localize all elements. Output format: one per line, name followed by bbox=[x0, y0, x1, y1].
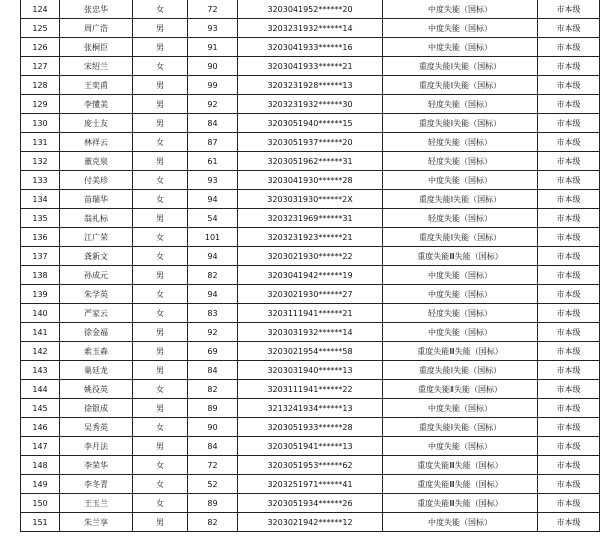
table-row bbox=[21, 342, 600, 361]
cell-area: 市本级 bbox=[538, 380, 600, 399]
table-row bbox=[21, 114, 600, 133]
cell-area: 市本级 bbox=[538, 266, 600, 285]
cell-id-number: 3203111941******21 bbox=[238, 304, 383, 323]
cell-sex: 男 bbox=[133, 399, 188, 418]
cell-disability-level: 中度失能（国标） bbox=[383, 19, 538, 38]
cell-name: 王奕甫 bbox=[60, 76, 133, 95]
cell-id-number: 3203041942******19 bbox=[238, 266, 383, 285]
cell-age: 82 bbox=[188, 513, 238, 532]
cell-age: 72 bbox=[188, 0, 238, 19]
cell-age: 82 bbox=[188, 380, 238, 399]
cell-number: 132 bbox=[21, 152, 60, 171]
cell-number: 139 bbox=[21, 285, 60, 304]
cell-number: 133 bbox=[21, 171, 60, 190]
cell-area: 市本级 bbox=[538, 228, 600, 247]
cell-area: 市本级 bbox=[538, 494, 600, 513]
cell-number: 128 bbox=[21, 76, 60, 95]
cell-area: 市本级 bbox=[538, 190, 600, 209]
cell-id-number: 3203041933******16 bbox=[238, 38, 383, 57]
cell-id-number: 3203041933******21 bbox=[238, 57, 383, 76]
cell-name: 朱兰享 bbox=[60, 513, 133, 532]
table-row bbox=[21, 152, 600, 171]
cell-number: 150 bbox=[21, 494, 60, 513]
cell-number: 147 bbox=[21, 437, 60, 456]
cell-id-number: 3203021954******58 bbox=[238, 342, 383, 361]
cell-disability-level: 中度失能（国标） bbox=[383, 285, 538, 304]
cell-name: 索玉森 bbox=[60, 342, 133, 361]
cell-disability-level: 重度失能Ⅲ失能（国标） bbox=[383, 494, 538, 513]
cell-number: 124 bbox=[21, 0, 60, 19]
cell-id-number: 3203051934******26 bbox=[238, 494, 383, 513]
cell-area: 市本级 bbox=[538, 76, 600, 95]
cell-number: 125 bbox=[21, 19, 60, 38]
cell-area: 市本级 bbox=[538, 304, 600, 323]
cell-id-number: 3203231923******21 bbox=[238, 228, 383, 247]
cell-age: 99 bbox=[188, 76, 238, 95]
cell-name: 王玉兰 bbox=[60, 494, 133, 513]
cell-age: 87 bbox=[188, 133, 238, 152]
cell-number: 131 bbox=[21, 133, 60, 152]
cell-age: 84 bbox=[188, 114, 238, 133]
cell-number: 142 bbox=[21, 342, 60, 361]
cell-age: 101 bbox=[188, 228, 238, 247]
cell-name: 龚新文 bbox=[60, 247, 133, 266]
cell-sex: 男 bbox=[133, 266, 188, 285]
cell-id-number: 3203111941******22 bbox=[238, 380, 383, 399]
table-row bbox=[21, 513, 600, 532]
records-table-body bbox=[21, 0, 600, 532]
cell-age: 91 bbox=[188, 38, 238, 57]
table-row bbox=[21, 399, 600, 418]
cell-number: 136 bbox=[21, 228, 60, 247]
cell-name: 翁礼标 bbox=[60, 209, 133, 228]
cell-disability-level: 重度失能Ⅰ失能（国标） bbox=[383, 76, 538, 95]
cell-number: 129 bbox=[21, 95, 60, 114]
table-row bbox=[21, 456, 600, 475]
cell-id-number: 3203231932******30 bbox=[238, 95, 383, 114]
cell-age: 94 bbox=[188, 285, 238, 304]
cell-sex: 男 bbox=[133, 38, 188, 57]
cell-name: 宋绍兰 bbox=[60, 57, 133, 76]
cell-disability-level: 中度失能（国标） bbox=[383, 0, 538, 19]
cell-sex: 女 bbox=[133, 190, 188, 209]
table-row bbox=[21, 38, 600, 57]
cell-id-number: 3203041952******20 bbox=[238, 0, 383, 19]
cell-id-number: 3203021930******27 bbox=[238, 285, 383, 304]
cell-area: 市本级 bbox=[538, 57, 600, 76]
table-row bbox=[21, 380, 600, 399]
cell-sex: 男 bbox=[133, 323, 188, 342]
cell-age: 90 bbox=[188, 418, 238, 437]
cell-name: 张忠华 bbox=[60, 0, 133, 19]
cell-number: 148 bbox=[21, 456, 60, 475]
cell-disability-level: 重度失能Ⅲ失能（国标） bbox=[383, 456, 538, 475]
cell-area: 市本级 bbox=[538, 38, 600, 57]
cell-sex: 女 bbox=[133, 418, 188, 437]
cell-disability-level: 重度失能Ⅲ失能（国标） bbox=[383, 247, 538, 266]
cell-disability-level: 重度失能Ⅲ失能（国标） bbox=[383, 475, 538, 494]
cell-name: 徐银成 bbox=[60, 399, 133, 418]
cell-name: 李懂美 bbox=[60, 95, 133, 114]
cell-disability-level: 中度失能（国标） bbox=[383, 266, 538, 285]
cell-sex: 男 bbox=[133, 76, 188, 95]
cell-id-number: 3203051941******13 bbox=[238, 437, 383, 456]
cell-area: 市本级 bbox=[538, 0, 600, 19]
cell-number: 126 bbox=[21, 38, 60, 57]
cell-id-number: 3203251971******41 bbox=[238, 475, 383, 494]
cell-disability-level: 中度失能（国标） bbox=[383, 437, 538, 456]
cell-sex: 男 bbox=[133, 361, 188, 380]
cell-sex: 男 bbox=[133, 209, 188, 228]
cell-age: 92 bbox=[188, 95, 238, 114]
table-row bbox=[21, 19, 600, 38]
cell-name: 林祥云 bbox=[60, 133, 133, 152]
cell-name: 徐金福 bbox=[60, 323, 133, 342]
cell-disability-level: 中度失能（国标） bbox=[383, 38, 538, 57]
table-row bbox=[21, 323, 600, 342]
cell-sex: 男 bbox=[133, 342, 188, 361]
cell-sex: 女 bbox=[133, 0, 188, 19]
cell-disability-level: 中度失能（国标） bbox=[383, 513, 538, 532]
cell-disability-level: 轻度失能（国标） bbox=[383, 304, 538, 323]
cell-age: 54 bbox=[188, 209, 238, 228]
cell-number: 151 bbox=[21, 513, 60, 532]
cell-number: 146 bbox=[21, 418, 60, 437]
table-row bbox=[21, 437, 600, 456]
table-row bbox=[21, 266, 600, 285]
cell-number: 141 bbox=[21, 323, 60, 342]
cell-id-number: 3203021942******12 bbox=[238, 513, 383, 532]
cell-sex: 女 bbox=[133, 475, 188, 494]
cell-area: 市本级 bbox=[538, 342, 600, 361]
cell-name: 周广浩 bbox=[60, 19, 133, 38]
cell-id-number: 3203031940******13 bbox=[238, 361, 383, 380]
cell-area: 市本级 bbox=[538, 475, 600, 494]
cell-name: 姚役英 bbox=[60, 380, 133, 399]
cell-id-number: 3203051937******20 bbox=[238, 133, 383, 152]
cell-name: 李月法 bbox=[60, 437, 133, 456]
cell-name: 董克泉 bbox=[60, 152, 133, 171]
cell-name: 严家云 bbox=[60, 304, 133, 323]
cell-number: 137 bbox=[21, 247, 60, 266]
cell-number: 140 bbox=[21, 304, 60, 323]
cell-sex: 男 bbox=[133, 19, 188, 38]
table-row bbox=[21, 361, 600, 380]
cell-age: 94 bbox=[188, 190, 238, 209]
cell-name: 庞士友 bbox=[60, 114, 133, 133]
cell-sex: 女 bbox=[133, 494, 188, 513]
cell-age: 92 bbox=[188, 323, 238, 342]
cell-name: 巢廷龙 bbox=[60, 361, 133, 380]
cell-sex: 女 bbox=[133, 380, 188, 399]
table-row bbox=[21, 76, 600, 95]
cell-area: 市本级 bbox=[538, 437, 600, 456]
table-row bbox=[21, 475, 600, 494]
cell-number: 127 bbox=[21, 57, 60, 76]
table-row bbox=[21, 0, 600, 19]
cell-age: 84 bbox=[188, 361, 238, 380]
cell-sex: 男 bbox=[133, 513, 188, 532]
cell-area: 市本级 bbox=[538, 95, 600, 114]
cell-name: 吴秀英 bbox=[60, 418, 133, 437]
cell-id-number: 3213241934******13 bbox=[238, 399, 383, 418]
cell-id-number: 3203231969******31 bbox=[238, 209, 383, 228]
cell-sex: 女 bbox=[133, 285, 188, 304]
cell-number: 144 bbox=[21, 380, 60, 399]
cell-disability-level: 重度失能Ⅰ失能（国标） bbox=[383, 228, 538, 247]
cell-disability-level: 中度失能（国标） bbox=[383, 171, 538, 190]
records-table bbox=[20, 0, 600, 532]
cell-disability-level: 轻度失能（国标） bbox=[383, 133, 538, 152]
cell-number: 130 bbox=[21, 114, 60, 133]
table-row bbox=[21, 228, 600, 247]
cell-name: 李冬青 bbox=[60, 475, 133, 494]
table-row bbox=[21, 494, 600, 513]
cell-age: 93 bbox=[188, 171, 238, 190]
cell-number: 143 bbox=[21, 361, 60, 380]
cell-sex: 女 bbox=[133, 304, 188, 323]
cell-name: 付美珍 bbox=[60, 171, 133, 190]
table-row bbox=[21, 285, 600, 304]
cell-area: 市本级 bbox=[538, 323, 600, 342]
cell-area: 市本级 bbox=[538, 399, 600, 418]
cell-name: 苗瑞华 bbox=[60, 190, 133, 209]
cell-age: 84 bbox=[188, 437, 238, 456]
cell-sex: 女 bbox=[133, 57, 188, 76]
cell-sex: 女 bbox=[133, 247, 188, 266]
cell-disability-level: 重度失能Ⅰ失能（国标） bbox=[383, 57, 538, 76]
cell-age: 61 bbox=[188, 152, 238, 171]
cell-number: 145 bbox=[21, 399, 60, 418]
cell-sex: 女 bbox=[133, 228, 188, 247]
cell-area: 市本级 bbox=[538, 19, 600, 38]
cell-area: 市本级 bbox=[538, 247, 600, 266]
cell-age: 93 bbox=[188, 19, 238, 38]
cell-age: 94 bbox=[188, 247, 238, 266]
cell-id-number: 3203021930******22 bbox=[238, 247, 383, 266]
cell-area: 市本级 bbox=[538, 285, 600, 304]
cell-disability-level: 重度失能Ⅰ失能（国标） bbox=[383, 114, 538, 133]
cell-age: 52 bbox=[188, 475, 238, 494]
cell-id-number: 3203231932******14 bbox=[238, 19, 383, 38]
cell-name: 江广荣 bbox=[60, 228, 133, 247]
cell-sex: 女 bbox=[133, 456, 188, 475]
cell-number: 138 bbox=[21, 266, 60, 285]
cell-sex: 女 bbox=[133, 133, 188, 152]
cell-age: 83 bbox=[188, 304, 238, 323]
cell-disability-level: 重度失能Ⅰ失能（国标） bbox=[383, 418, 538, 437]
cell-sex: 男 bbox=[133, 437, 188, 456]
cell-id-number: 3203041930******28 bbox=[238, 171, 383, 190]
table-row bbox=[21, 171, 600, 190]
cell-disability-level: 重度失能Ⅰ失能（国标） bbox=[383, 361, 538, 380]
cell-id-number: 3203051940******15 bbox=[238, 114, 383, 133]
cell-id-number: 3203231928******13 bbox=[238, 76, 383, 95]
cell-area: 市本级 bbox=[538, 171, 600, 190]
table-row bbox=[21, 418, 600, 437]
cell-sex: 男 bbox=[133, 95, 188, 114]
cell-id-number: 3203051962******31 bbox=[238, 152, 383, 171]
cell-disability-level: 重度失能Ⅱ失能（国标） bbox=[383, 380, 538, 399]
cell-sex: 男 bbox=[133, 152, 188, 171]
table-row bbox=[21, 57, 600, 76]
cell-disability-level: 轻度失能（国标） bbox=[383, 152, 538, 171]
cell-id-number: 3203031930******2X bbox=[238, 190, 383, 209]
table-row bbox=[21, 95, 600, 114]
cell-id-number: 3203051933******28 bbox=[238, 418, 383, 437]
cell-id-number: 3203051953******62 bbox=[238, 456, 383, 475]
cell-number: 135 bbox=[21, 209, 60, 228]
cell-name: 孙成元 bbox=[60, 266, 133, 285]
cell-area: 市本级 bbox=[538, 361, 600, 380]
cell-age: 69 bbox=[188, 342, 238, 361]
cell-name: 张桐臣 bbox=[60, 38, 133, 57]
cell-disability-level: 中度失能（国标） bbox=[383, 323, 538, 342]
cell-age: 89 bbox=[188, 494, 238, 513]
cell-age: 82 bbox=[188, 266, 238, 285]
cell-area: 市本级 bbox=[538, 152, 600, 171]
cell-disability-level: 中度失能（国标） bbox=[383, 399, 538, 418]
table-row bbox=[21, 304, 600, 323]
cell-disability-level: 轻度失能（国标） bbox=[383, 95, 538, 114]
cell-number: 134 bbox=[21, 190, 60, 209]
cell-age: 72 bbox=[188, 456, 238, 475]
table-row bbox=[21, 209, 600, 228]
table-row bbox=[21, 247, 600, 266]
cell-id-number: 3203031932******14 bbox=[238, 323, 383, 342]
cell-area: 市本级 bbox=[538, 133, 600, 152]
cell-name: 朱学英 bbox=[60, 285, 133, 304]
cell-area: 市本级 bbox=[538, 513, 600, 532]
cell-sex: 男 bbox=[133, 114, 188, 133]
cell-area: 市本级 bbox=[538, 418, 600, 437]
table-row bbox=[21, 133, 600, 152]
cell-disability-level: 轻度失能（国标） bbox=[383, 209, 538, 228]
cell-sex: 女 bbox=[133, 171, 188, 190]
cell-age: 90 bbox=[188, 57, 238, 76]
cell-area: 市本级 bbox=[538, 209, 600, 228]
cell-disability-level: 重度失能Ⅰ失能（国标） bbox=[383, 190, 538, 209]
cell-disability-level: 重度失能Ⅲ失能（国标） bbox=[383, 342, 538, 361]
cell-age: 89 bbox=[188, 399, 238, 418]
cell-name: 李荣华 bbox=[60, 456, 133, 475]
cell-area: 市本级 bbox=[538, 456, 600, 475]
cell-area: 市本级 bbox=[538, 114, 600, 133]
cell-number: 149 bbox=[21, 475, 60, 494]
table-row bbox=[21, 190, 600, 209]
